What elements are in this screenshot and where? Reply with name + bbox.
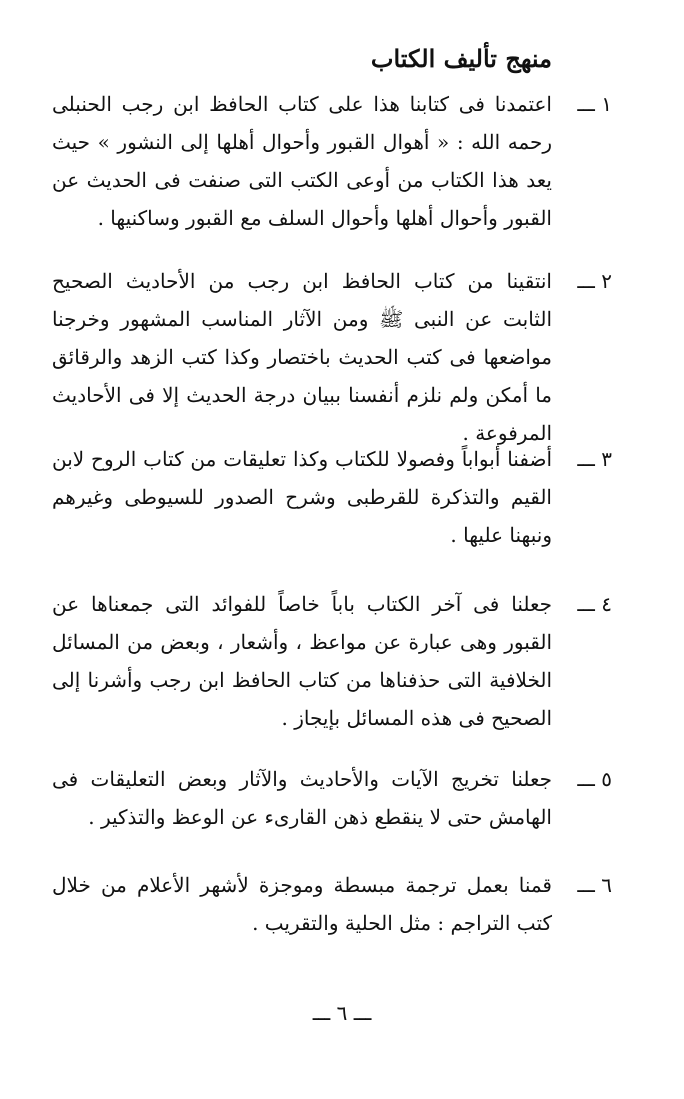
item-text: جعلنا فى آخر الكتاب باباً خاصاً للفوائد التى جمعناها عن القبور وهى عبارة عن مواعظ ، وأشعار ، وبعض من المسائل الخلافية التى حذفناها من كتاب الحافظ ابن رجب وأشرنا إلى الصحيح فى هذه المسائل بإيجاز .: [52, 592, 552, 730]
item-number: ٣: [601, 447, 612, 471]
item-marker: [577, 585, 612, 623]
list-item: [52, 262, 612, 452]
item-text: قمنا بعمل ترجمة مبسطة وموجزة لأشهر الأعلام من خلال كتب التراجم : مثل الحلية والتقريب .: [52, 873, 552, 935]
list-item: [52, 585, 612, 737]
item-text: انتقينا من كتاب الحافظ ابن رجب من الأحاديث الصحيح الثابت عن النبى ﷺ ومن الآثار المناسب المشهور وخرجنا مواضعها فى كتب الحديث باختصار وكذا كتب الزهد والرقائق ما أمكن ولم نلزم أنفسنا ببيان درجة الحديث إلا فى الأحاديث المرفوعة .: [52, 269, 552, 445]
item-dash: ـــ: [577, 447, 595, 471]
item-marker: [577, 866, 612, 904]
list-item: [52, 85, 612, 237]
item-dash: ـــ: [577, 592, 595, 616]
list-item: [52, 440, 612, 554]
item-marker: [577, 440, 612, 478]
list-item: [52, 866, 612, 942]
page-number: ـــ ٦ ـــ: [312, 1001, 372, 1025]
item-marker: [577, 85, 612, 123]
item-number: ٢: [601, 269, 612, 293]
item-number: ٥: [601, 767, 612, 791]
item-dash: ـــ: [577, 767, 595, 791]
item-text: جعلنا تخريج الآيات والأحاديث والآثار وبعض التعليقات فى الهامش حتى لا ينقطع ذهن القارىء عن الوعظ والتذكير .: [52, 767, 552, 829]
list-item: [52, 760, 612, 836]
item-marker: [577, 760, 612, 798]
item-dash: ـــ: [577, 92, 595, 116]
item-dash: ـــ: [577, 269, 595, 293]
item-text: اعتمدنا فى كتابنا هذا على كتاب الحافظ ابن رجب الحنبلى رحمه الله : « أهوال القبور وأحوال أهلها إلى النشور » حيث يعد هذا الكتاب من أوعى الكتب التى صنفت فى الحديث عن القبور وأحوال أهلها وأحوال السلف مع القبور وساكنيها .: [52, 92, 552, 230]
item-number: ٦: [601, 873, 612, 897]
item-text: أضفنا أبواباً وفصولا للكتاب وكذا تعليقات من كتاب الروح لابن القيم والتذكرة للقرطبى وشرح الصدور للسيوطى وغيرهم ونبهنا عليها .: [52, 447, 552, 547]
item-dash: ـــ: [577, 873, 595, 897]
item-number: ٤: [601, 592, 612, 616]
item-marker: [577, 262, 612, 300]
item-number: ١: [601, 92, 612, 116]
section-title: منهج تأليف الكتاب: [370, 44, 552, 73]
